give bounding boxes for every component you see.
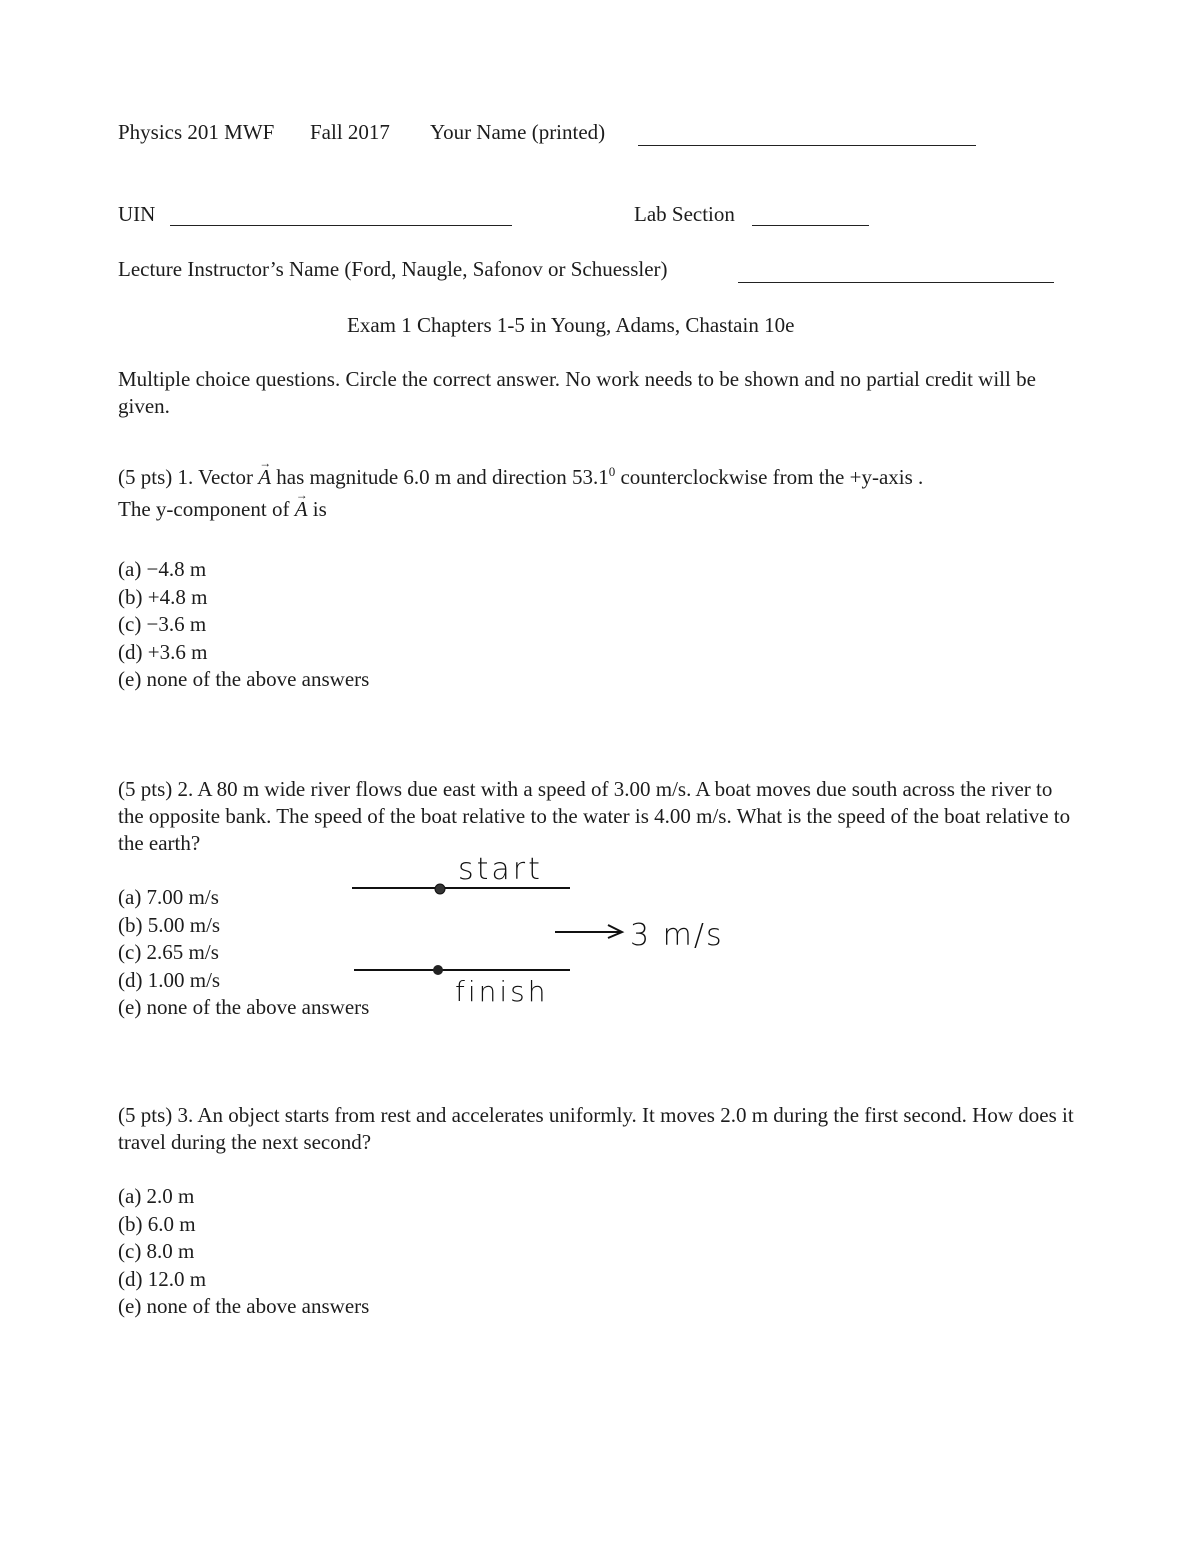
q2-option-e[interactable]: (e) none of the above answers	[118, 995, 370, 1019]
q2-option-b[interactable]: (b) 5.00 m/s	[118, 912, 221, 937]
q2-option-a[interactable]: (a) 7.00 m/s	[118, 885, 219, 909]
term: Fall 2017	[310, 120, 390, 144]
start-label: start	[458, 852, 543, 887]
q1-vector-a-2: → A	[295, 495, 308, 523]
finish-point	[433, 965, 443, 975]
q1-text-mid: has magnitude 6.0 m and direction 53.1	[276, 465, 609, 489]
q1-text-pre: Vector	[198, 465, 253, 489]
q2-option-c[interactable]: (c) 2.65 m/s	[118, 940, 219, 964]
q2-options	[118, 884, 369, 1022]
lab-section-label: Lab Section	[634, 202, 735, 226]
instructor-field[interactable]	[738, 282, 1054, 283]
q1-options	[118, 556, 369, 694]
q1-degree: 0	[608, 464, 616, 479]
q1-line1	[118, 458, 923, 491]
q1-option-a[interactable]: (a) −4.8 m	[118, 557, 207, 581]
q1-option-c[interactable]: (c) −3.6 m	[118, 612, 207, 636]
q1-line2	[118, 495, 327, 523]
q1-option-d[interactable]: (d) +3.6 m	[118, 639, 208, 664]
q1-text-post: counterclockwise from the +y-axis .	[620, 465, 924, 489]
q1-vector-a: → A	[258, 463, 271, 491]
q3-option-a[interactable]: (a) 2.0 m	[118, 1184, 195, 1208]
q3-option-e[interactable]: (e) none of the above answers	[118, 1294, 370, 1318]
q1-line2-post: is	[312, 497, 327, 521]
q3-option-c[interactable]: (c) 8.0 m	[118, 1239, 195, 1263]
course-name: Physics 201 MWF	[118, 120, 275, 144]
q1-option-b[interactable]: (b) +4.8 m	[118, 584, 208, 609]
current-speed-label: 3 m/s	[630, 918, 724, 953]
start-point	[435, 884, 445, 894]
name-field[interactable]	[638, 145, 976, 146]
q3-text: (5 pts) 3. An object starts from rest and accelerates uniformly. It moves 2.0 m during the first second. How does it travel during the next second?	[118, 1103, 1074, 1154]
q2-option-d[interactable]: (d) 1.00 m/s	[118, 967, 221, 992]
uin-label: UIN	[118, 202, 156, 226]
lab-section-field[interactable]	[752, 225, 869, 226]
q1-option-e[interactable]: (e) none of the above answers	[118, 667, 370, 691]
q2-text: (5 pts) 2. A 80 m wide river flows due east with a speed of 3.00 m/s. A boat moves due south across the river to the opposite bank. The speed of the boat relative to the water is 4.00 m/s. What is the speed of the boat relative to the earth?	[118, 777, 1071, 855]
instructor-label: Lecture Instructor’s Name (Ford, Naugle, Safonov or Schuessler)	[118, 257, 668, 281]
q3-option-d[interactable]: (d) 12.0 m	[118, 1266, 207, 1291]
uin-field[interactable]	[170, 225, 512, 226]
q3-options	[118, 1183, 369, 1321]
exam-title: Exam 1 Chapters 1-5 in Young, Adams, Chastain 10e	[347, 313, 795, 337]
instructions: Multiple choice questions. Circle the correct answer. No work needs to be shown and no partial credit will be given.	[118, 367, 1036, 418]
q3-option-b[interactable]: (b) 6.0 m	[118, 1211, 196, 1236]
finish-label: finish	[455, 975, 549, 1008]
name-label: Your Name (printed)	[430, 120, 606, 144]
q1-points: (5 pts) 1.	[118, 465, 194, 489]
q1-line2-pre: The y-component of	[118, 497, 290, 521]
